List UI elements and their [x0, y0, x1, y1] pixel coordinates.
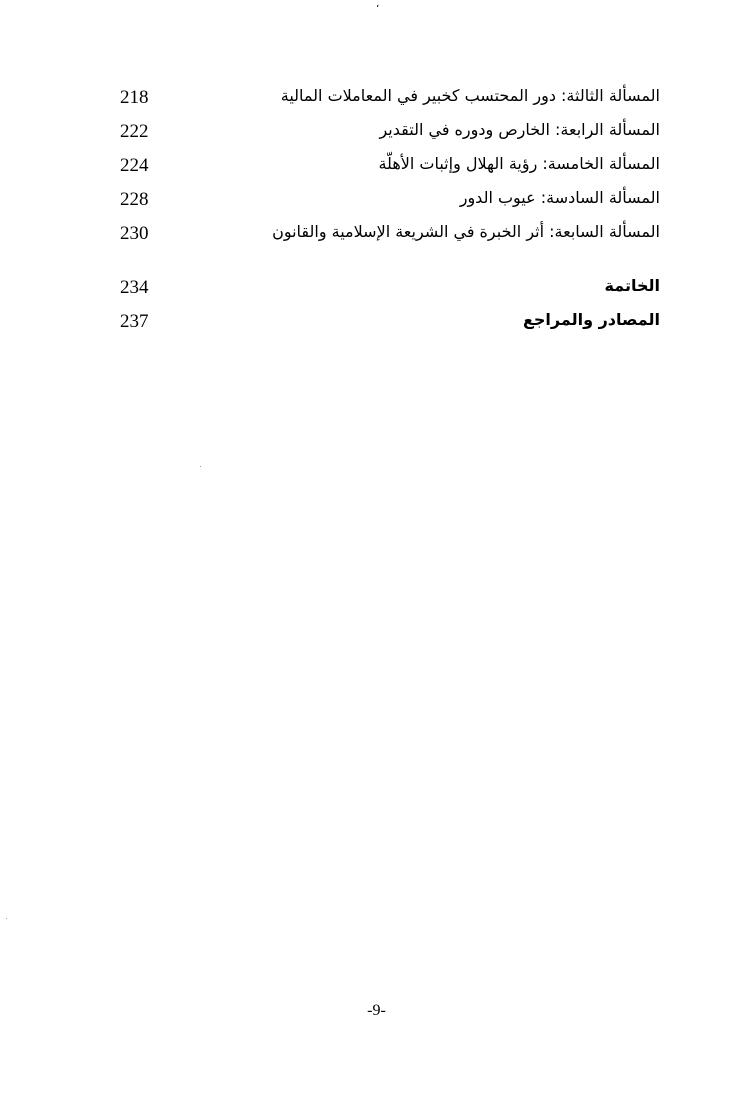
toc-entry: [120, 220, 660, 254]
table-of-contents: [120, 84, 660, 342]
toc-entry-page: 228: [120, 189, 149, 210]
toc-entry: [120, 118, 660, 152]
toc-entry-page: 222: [120, 121, 149, 142]
toc-entry-page: 218: [120, 87, 149, 108]
page-number: -9-: [367, 1002, 386, 1019]
toc-entry-title: المسألة الخامسة: رؤية الهلال وإثبات الأهلّة: [378, 154, 660, 173]
toc-entry-title: المسألة السادسة: عيوب الدور: [459, 188, 660, 207]
top-mark: ،: [376, 0, 380, 10]
toc-entry-references: [120, 308, 660, 342]
toc-entry: [120, 186, 660, 220]
page-number-footer: [0, 1002, 753, 1020]
toc-entry-page: 237: [120, 311, 149, 332]
scan-speck: [6, 918, 7, 919]
scan-speck: [200, 466, 201, 467]
toc-entry-conclusion: [120, 274, 660, 308]
toc-entry-title: المصادر والمراجع: [522, 310, 660, 329]
toc-entry: [120, 152, 660, 186]
toc-entry-title: الخاتمة: [604, 276, 660, 295]
toc-entry-page: 224: [120, 155, 149, 176]
toc-entry: [120, 84, 660, 118]
toc-entry-title: المسألة السابعة: أثر الخبرة في الشريعة الإسلامية والقانون: [272, 222, 660, 241]
toc-entry-page: 230: [120, 223, 149, 244]
toc-entry-title: المسألة الرابعة: الخارص ودوره في التقدير: [379, 120, 660, 139]
toc-entry-title: المسألة الثالثة: دور المحتسب كخبير في المعاملات المالية: [280, 86, 660, 105]
toc-entry-page: 234: [120, 277, 149, 298]
